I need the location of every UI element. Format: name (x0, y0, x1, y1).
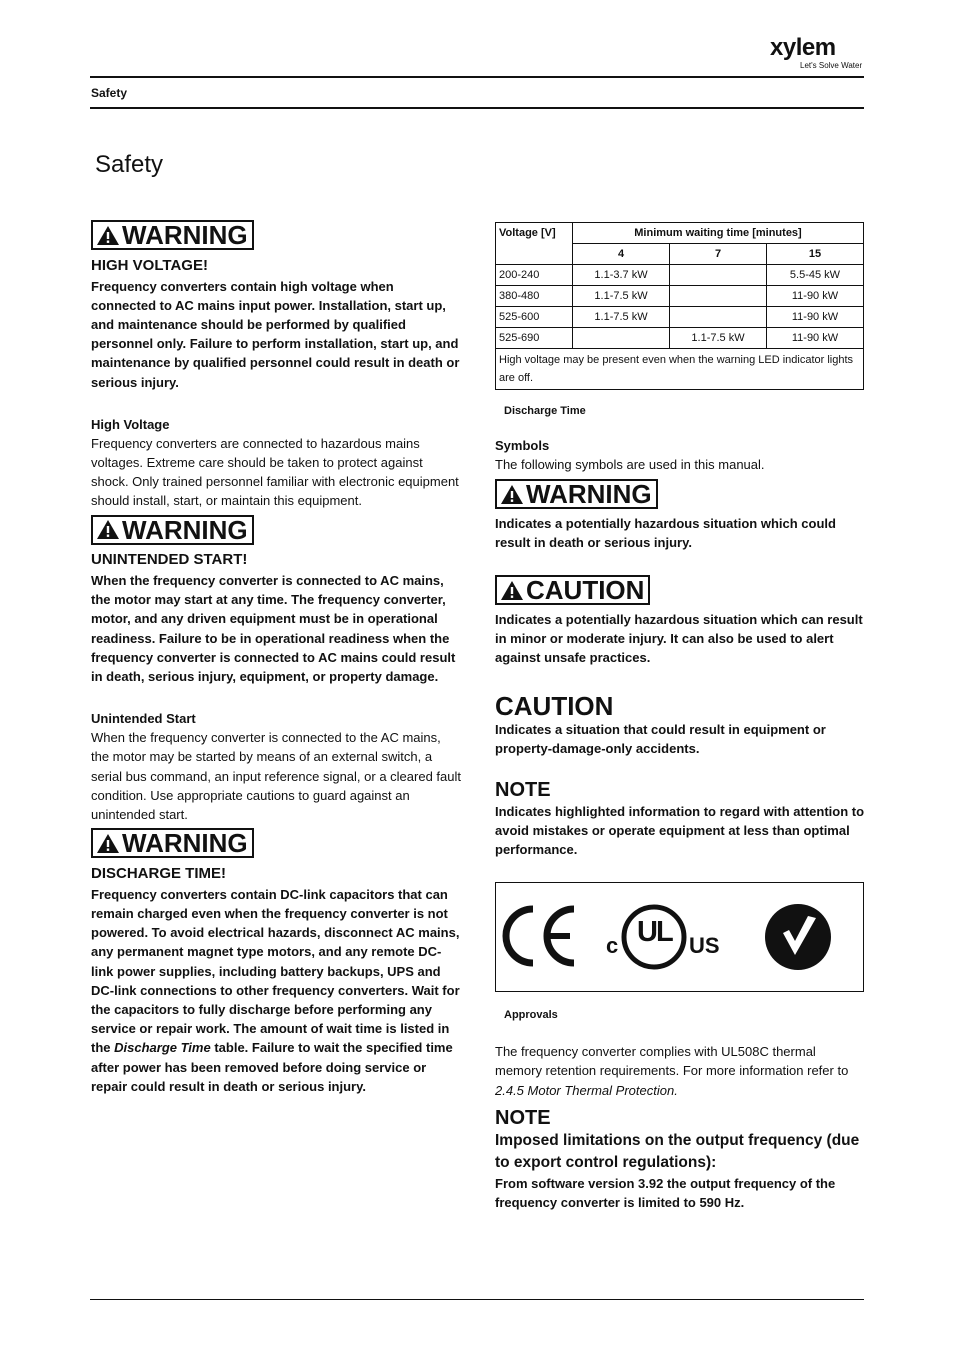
symbols-intro: The following symbols are used in this manual. (495, 457, 765, 472)
table-cell: 1.1-7.5 kW (573, 307, 670, 328)
caution-heading: CAUTION (495, 691, 614, 722)
warning-body: Frequency converters contain high voltage when connected to AC mains input power. Installation, start up, and maintenance should be performed by qualified personnel only. Failure to perform installation, start up, and maintenance by qualified personnel could result in death or serious injury. (91, 278, 460, 390)
table-cell: 200-240 (496, 265, 573, 286)
note-text: Indicates highlighted information to regard with attention to avoid mistakes or operate equipment at less than optimal performance. (495, 803, 865, 858)
table-cell (670, 265, 767, 286)
compliance-text-part: The frequency converter complies with UL508C thermal memory retention requirements. For more information refer to (495, 1044, 849, 1079)
warning-triangle-icon (96, 833, 120, 854)
table-cell: 1.1-7.5 kW (670, 328, 767, 349)
note-heading: NOTE (495, 778, 551, 801)
note-text: From software version 3.92 the output frequency of the frequency converter is limited to 590 Hz. (495, 1175, 836, 1211)
table-reference: Discharge Time (114, 1040, 211, 1056)
table-header-cell: 15 (767, 244, 864, 265)
note-heading: NOTE (495, 1106, 551, 1129)
left-column (91, 220, 461, 1096)
table-row (496, 328, 864, 349)
table-cell: 5.5-45 kW (767, 265, 864, 286)
caution-badge (495, 575, 650, 605)
table-cell: 1.1-7.5 kW (573, 286, 670, 307)
warning-badge (91, 828, 254, 858)
table-row (496, 307, 864, 328)
warning-triangle-icon (96, 519, 120, 540)
warning-body (91, 885, 461, 1096)
ul-c-label: c (606, 933, 619, 959)
compliance-text (495, 1042, 865, 1100)
ce-mark-icon (500, 903, 578, 969)
warning-badge-label: WARNING (526, 479, 652, 510)
header-rule-lower (90, 107, 864, 109)
running-header: Safety (91, 86, 128, 100)
table-cell: 380-480 (496, 286, 573, 307)
ul-mark-label: UL (637, 916, 672, 949)
cross-reference-link[interactable]: 2.4.5 Motor Thermal Protection. (495, 1082, 678, 1098)
warning-title: HIGH VOLTAGE! (91, 256, 208, 274)
warning-triangle-icon (96, 225, 120, 246)
ul-us-label: US (689, 933, 720, 959)
brand-tagline: Let's Solve Water (800, 61, 863, 70)
table-cell: 1.1-3.7 kW (573, 265, 670, 286)
table-footnote-row (496, 349, 864, 390)
warning-body-part: table. Failure to wait the specified time after power has been removed before doing service or repair could result in death or serious injury. (91, 1040, 453, 1094)
table-header-cell: 7 (670, 244, 767, 265)
warning-badge-label: WARNING (122, 514, 248, 545)
table-row (496, 265, 864, 286)
figure-caption: Approvals (504, 1009, 558, 1022)
right-column (495, 222, 865, 1212)
header-rule (90, 76, 864, 78)
table-header-time: Minimum waiting time [minutes] (573, 223, 864, 244)
warning-body-part: Frequency converters contain DC-link capacitors that can remain charged even when the frequency converter is not powered. To avoid electrical hazards, disconnect AC mains, any permanent magnet type motors, and any remote DC-link power supplies, including battery backups, UPS and DC-link connections to other frequency converters. Wait for the capacitors to fully discharge before performing any service or repair work. The amount of wait time is listed in the (91, 886, 460, 1056)
warning-body: When the frequency converter is connected to AC mains, the motor may start at any time. The frequency converter, motor, and any driven equipment must be in operational readiness. Failure to be in operational readiness when the frequency converter is connected to AC mains could result in death, serious injury, equipment, or property damage. (91, 573, 456, 685)
warning-badge (495, 479, 658, 509)
warning-badge-label: WARNING (122, 220, 248, 250)
table-cell (573, 328, 670, 349)
table-cell: 525-600 (496, 307, 573, 328)
warning-title: UNINTENDED START! (91, 551, 248, 569)
warning-badge (91, 220, 254, 250)
warning-badge (91, 515, 254, 545)
table-cell: 11-90 kW (767, 307, 864, 328)
warning-title: DISCHARGE TIME! (91, 864, 226, 882)
table-cell (670, 286, 767, 307)
section-body: Frequency converters are connected to hazardous mains voltages. Extreme care should be taken to protect against shock. Only trained personnel familiar with electronic equipment should install, start, or maintain this equipment. (91, 435, 459, 509)
section-body: When the frequency converter is connected to the AC mains, the motor may be started by means of an external switch, a serial bus command, an input reference signal, or a cleared fault condition. Use appropriate cautions to guard against an unintended start. (91, 730, 461, 823)
table-cell (670, 307, 767, 328)
table-cell: 11-90 kW (767, 328, 864, 349)
warning-badge-label: WARNING (122, 828, 248, 859)
table-cell: 525-690 (496, 328, 573, 349)
c-tick-mark-icon (764, 903, 832, 971)
warning-description: Indicates a potentially hazardous situation which could result in death or serious injury. (495, 515, 836, 550)
warning-triangle-icon (500, 580, 524, 601)
note-lead: Imposed limitations on the output frequency (due to export control regulations): (495, 1131, 860, 1171)
brand-logo: xylem (770, 34, 836, 61)
table-header-voltage: Voltage [V] (496, 223, 573, 265)
symbols-heading: Symbols (495, 438, 550, 453)
table-header-cell: 4 (573, 244, 670, 265)
caution-plain-description: Indicates a situation that could result in equipment or property-damage-only accidents. (495, 722, 826, 757)
table-row (496, 286, 864, 307)
discharge-time-table (495, 222, 864, 390)
approvals-figure (495, 882, 864, 992)
page-title: Safety (95, 151, 164, 178)
section-heading: Unintended Start (91, 711, 196, 727)
section-heading: High Voltage (91, 416, 170, 432)
table-cell: 11-90 kW (767, 286, 864, 307)
table-footnote: High voltage may be present even when the warning LED indicator lights are off. (496, 349, 864, 390)
table-caption: Discharge Time (504, 405, 586, 417)
warning-triangle-icon (500, 484, 524, 505)
footer-rule (90, 1299, 864, 1300)
caution-description: Indicates a potentially hazardous situation which can result in minor or moderate injury. It can also be used to alert against unsafe practices. (495, 611, 863, 666)
caution-badge-label: CAUTION (526, 575, 645, 606)
